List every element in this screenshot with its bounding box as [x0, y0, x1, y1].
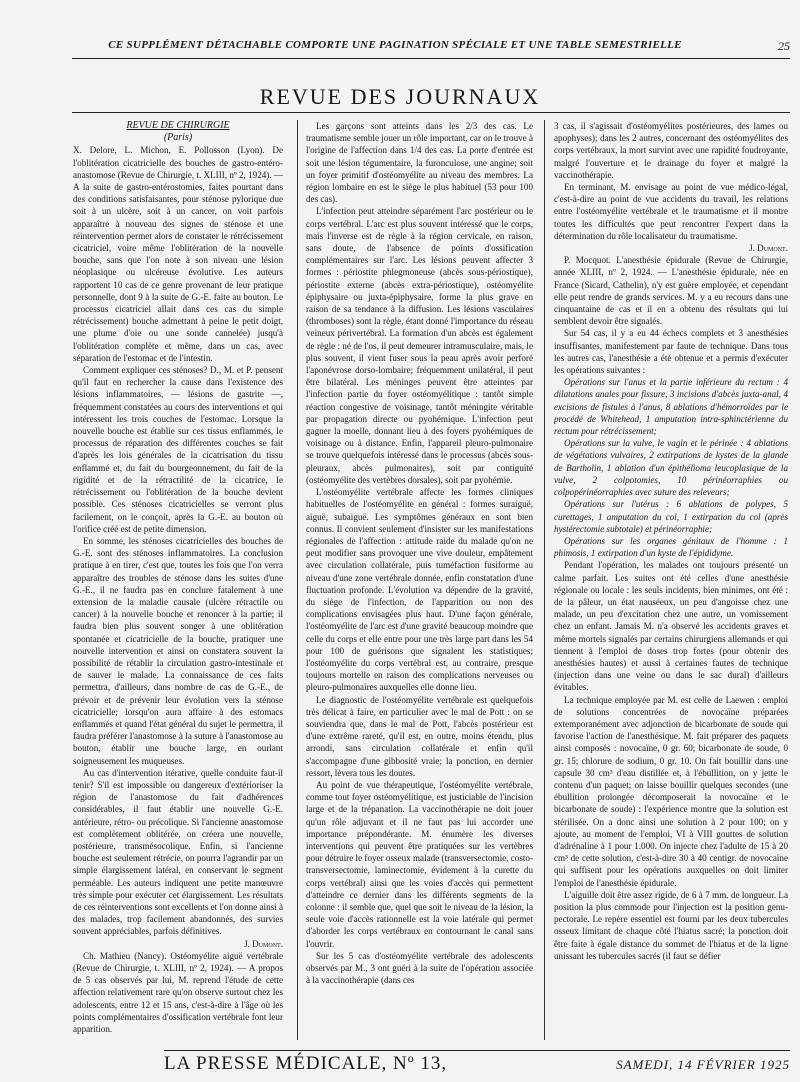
- abstract-paragraph: Ch. Mathieu (Nancy). Ostéomyélite aiguë vertébrale (Revue de Chirurgie, t. XLIII, nº 2, 1924). — A propos de 5 cas observés par lui, M. reprend l'étude de cette affection relativement rare qu'on observe surtout chez les adolescents, entre 12 et 15 ans, c'est-à-dire à l'âge où les points complémentaires d'ossification vertébrale font leur apparition.: [73, 950, 283, 1035]
- abstract-paragraph: En somme, les sténoses cicatricielles des bouches de G.-E. sont des sténoses inflammatoires. La conclusion pratique à en tirer, c'est que, toutes les fois que l'on verra apparaître des troubles de sténose dans les suites d'une G.-E., il ne faudra pas en conclure fatalement à une extension de la maladie causale (ulcère rétractile ou cancer) à la nouvelle bouche et renoncer à la partie; il faudra bien plus souvent songer à une oblitération spontanée et cicatricielle de la bouche, pratiquer une nouvelle intervention et ainsi on constatera souvent la possibilité de rétablir la circulation gastro-intestinale et de sauver le malade. La connaissance de ces faits permettra, d'ailleurs, dans nombre de cas de G.-E., de prévoir et de prévenir leur évolution vers la sténose cicatricielle; lorsqu'on aura affaire à des estomacs enflammés et quand l'état général du sujet le permettra, il faudra préférer l'anastomose à la suture à l'anastomose au bouton, établir une bouche large, en ourlant soigneusement les muqueuses.: [73, 535, 283, 766]
- column-1: [73, 120, 283, 1045]
- abstract-paragraph: Opérations sur la vulve, le vagin et le périnée : 4 ablations de végétations vulvaires, 2 extirpations de kystes de la glande de Bartholin, 1 ablation d'un épithélioma leucoplasique de la vulve, 2 colpotomies, 10 périnéorraphies ou colpopérinéorraphies avec suture des releveurs;: [554, 438, 788, 498]
- abstract-paragraph: Comment expliquer ces sténoses? D., M. et P. pensent qu'il faut en rechercher la cause dans l'existence des lésions inflammatoires, — lésions de gastrite —, fréquemment constatées au cours des interventions et qui intéressent les trois couches de l'estomac. Lorsque la nouvelle bouche est établie sur ces tissus enflammés, le processus de réparation des différentes couches se fait d'après les lois générales de la cicatrisation du tissu enflammé et, du fait du bourgeonnement, du fait de la rigidité et de la rétractilité de la cicatrice, le rétrécissement ou l'oblitération de la bouche devient possible. Ces sténoses cicatricielles se verront plus facilement, on le conçoit, après la G.-E. au bouton où l'orifice créé est de petite dimension.: [73, 365, 283, 534]
- column-divider-2: [544, 120, 545, 1040]
- author-signature: J. Dumont.: [244, 938, 283, 949]
- abstract-paragraph: Au point de vue thérapeutique, l'ostéomyélite vertébrale, comme tout foyer ostéomyélitique, est justiciable de l'incision large et de la trépanation. La vaccinothérapie ne doit jouer qu'un rôle adjuvant et il ne faut pas lui accorder une importance prépondérante. M. énumère les diverses interventions qui peuvent être pratiquées sur les vertèbres pour détruire le foyer osseux malade (transversectomie, costo-transversectomie, laminectomie, évidement à la curette du corps vertébral) ainsi que les voies d'accès qui permettent d'atteindre ce dernier dans les différents segments de la colonne : il semble que, quel que soit le niveau de la lésion, la seule voie d'accès rationnelle est la voie latérale qui permet d'aborder les corps vertébraux en contournant le canal sans l'ouvrir.: [306, 779, 533, 949]
- abstract-paragraph: L'infection peut atteindre séparément l'arc postérieur ou le corps vertébral. L'arc est plus souvent intéressé que le corps, mais l'inverse est de règle à la région cervicale, en raison, sans doute, de l'absence de points d'ossification complémentaires sur l'arc. Les lésions peuvent affecter 3 formes : périostite phlegmoneuse (abcès sous-périostique), périostite externe (abcès extra-périostique), ostéomyélite épiphysaire ou juxta-épiphysaire, forme la plus grave en raison de sa tendance à la diffusion. Les lésions vasculaires (thromboses) sont la règle, étant donné l'importance du réseau veineux périvertébral. La formation d'un abcès est également de règle : né de l'os, il peut demeurer intramusculaire, mais, le plus souvent, il vient fuser sous la peau après avoir perforé l'aponévrose dorso-lombaire; fréquemment unilatéral, il peut être bilatéral. Les méninges peuvent être atteintes par l'infection partie du foyer ostéomyélitique : tantôt simple réaction congestive de voisinage, tantôt méningite véritable par propagation directe ou pyohémique. L'infection peut gagner la moelle, donnant lieu à des foyers pyohémiques de voisinage ou à distance. Enfin, l'appareil pleuro-pulmonaire se trouve quelquefois intéressé dans le processus (abcès sous-pleuraux, abcès pulmonaires), soit par contiguïté (ostéomyélite des vertèbres dorsales), soit par pyohémie.: [306, 206, 533, 485]
- journal-place: (Paris): [163, 132, 193, 144]
- abstract-paragraph: Au cas d'intervention itérative, quelle conduite faut-il tenir? S'il est impossible ou dangereux d'extérioriser la région de l'anastomose du fait d'adhérences considérables, il faut établir une nouvelle G.-E. antérieure, rétro- ou précolique. Si l'ancienne anastomose est complètement oblitérée, on créera une nouvelle, postérieure, transmésocolique. Enfin, si l'ancienne bouche est seulement rétrécie, on pourra l'agrandir par un simple élargissement latéral, en conservant le segment perméable. Les auteurs indiquent une petite manœuvre très simple pour exécuter cet élargissement. Les résultats de ces réinterventions sont excellents et l'on donne ainsi à des malades, trop facilement abandonnés, des survies souvent appréciables, parfois définitives.: [73, 767, 283, 937]
- journal-name: REVUE DE CHIRURGIE: [126, 120, 230, 131]
- running-head: [40, 39, 790, 57]
- abstract-paragraph: En terminant, M. envisage au point de vue médico-légal, c'est-à-dire au point de vue accidents du travail, les relations entre l'ostéomyélite vertébrale et le traumatisme et il montre toutes les difficultés que peut rencontrer l'expert dans la détermination du rôle localisateur du traumatisme.: [554, 182, 788, 241]
- abstract-paragraph: X. Delore, L. Michon, E. Pollosson (Lyon). De l'oblitération cicatricielle des bouches de gastro-entéro-anastomose (Revue de Chirurgie, t. XLIII, nº 2, 1924). — A la suite de gastro-entérostomies, faites pourtant dans des conditions satisfaisantes, pour sténose pylorique due soit à un ulcère, soit à un cancer, on voit parfois apparaître à nouveau des signes de sténose et une réintervention permet alors de constater le rétrécissement cicatriciel, voire même l'oblitération de la nouvelle bouche, sans que l'on note à son niveau une lésion néoplasique ou ulcéreuse évolutive. Les auteurs rapportent 10 cas de ce genre provenant de leur pratique personnelle, dont 9 à la suite de G.-E. faite au bouton. Le processus cicatriciel allait dans ces cas du simple rétrécissement) bouche admettant à peine le petit doigt, une plume d'oie ou une sonde cannelée) jusqu'à l'oblitération complète et même, dans un cas, avec séparation de l'estomac et de l'intestin.: [73, 145, 283, 363]
- running-head-text: CE SUPPLÉMENT DÉTACHABLE COMPORTE UNE PAGINATION SPÉCIALE ET UNE TABLE SEMESTRIELLE: [108, 39, 682, 51]
- footer-publication: LA PRESSE MÉDICALE, Nº 13,: [164, 1053, 448, 1074]
- abstract-paragraph: P. Mocquot. L'anesthésie épidurale (Revue de Chirurgie, année XLIII, nº 2, 1924. — L'anesthésie épidurale, née en France (Sicard, Cathelin), n'y est guère employée, et cependant elle peut rendre de grands services. M. y a eu recours dans une cinquantaine de cas et il en a obtenu des résultats qui lui semblent devoir être signalés.: [554, 255, 788, 327]
- abstract-paragraph: Opérations sur l'utérus : 6 ablations de polypes, 5 curettages, 1 amputation du col, 1 extirpation du col (après hystérectomie subtotale) et périnéorraphie;: [554, 499, 788, 534]
- section-rule: [72, 112, 790, 113]
- top-rule: [72, 58, 790, 59]
- column-2: [306, 120, 533, 1045]
- abstract-paragraph: Sur les 5 cas d'ostéomyélite vertébrale des adolescents observés par M., 3 ont guéri à la suite de l'opération associée à la vaccinothérapie (dans ces: [306, 950, 533, 986]
- abstract-paragraph: Pendant l'opération, les malades ont toujours présenté un calme parfait. Les suites ont été celles d'une anesthésie régionale ou locale : les seuls incidents, bien minimes, ont été : de la pâleur, un état nauséeux, un peu d'angoisse chez une malade, un peu d'excitation chez une autre, un vomissement chez un enfant. Jamais M. n'a observé les accidents graves et même mortels signalés par certains chirurgiens allemands et qui tiennent à l'emploi de doses trop fortes (pour obtenir des anesthésies hautes) et aussi à certaines fautes de technique (injection dans une veine ou dans le sac dural) d'ailleurs évitables.: [554, 560, 788, 693]
- column-divider-1: [297, 120, 298, 1040]
- footer: [164, 1050, 790, 1075]
- abstract-paragraph: Les garçons sont atteints dans les 2/3 des cas. Le traumatisme semble jouer un rôle important, car on le trouve à l'origine de l'affection dans 1/4 des cas. La porte d'entrée est soit une lésion tégumentaire, la furonculose, une angine; soit un foyer primitif d'ostéomyélite au niveau des membres. La région lombaire en est le siège le plus habituel (53 pour 100 des cas).: [306, 121, 533, 205]
- footer-date: SAMEDI, 14 FÉVRIER 1925: [616, 1057, 790, 1072]
- abstract-paragraph: L'ostéomyélite vertébrale affecte les formes cliniques habituelles de l'ostéomyélite en général : formes suraiguë, aiguë, subaiguë. Les symptômes généraux en sont bien connus. Il convient seulement d'insister sur les manifestations régionales de l'affection : attitude raide du malade qu'on ne peut modifier sans provoquer une vive douleur, empâtement avec circulation collatérale, puis tuméfaction fusiforme au niveau d'une zone vertébrale donnée, enfin constatation d'une fluctuation profonde. L'évolution va dépendre de la gravité, du siège de l'infection, de l'apparition ou non des complications envisagées plus haut. D'une façon générale, l'ostéomyélite de l'arc est d'une gravité beaucoup moindre que celle du corps et elle entre pour une très large part dans les 54 pour 100 de guérisons que signalent les statistiques; l'ostéomyélite du corps vertébral est, au contraire, presque toujours mortelle en raison des complications nerveuses ou pleuro-pulmonaires auxquelles elle donne lieu.: [306, 487, 533, 693]
- column-3: [554, 120, 788, 1045]
- page-number: 25: [778, 39, 790, 53]
- abstract-paragraph: L'aiguille doit être assez rigide, de 6 à 7 mm. de longueur. La position la plus commode pour l'injection est la position genu-pectorale. Le repère essentiel est fourni par les deux tubercules osseux limitant de chaque côté l'hiatus sacré; la ponction doit être faite à égale distance du sommet de l'hiatus et de la ligne unissant les tubercules sacrés (il faut se défier: [554, 889, 788, 961]
- abstract-paragraph: Sur 54 cas, il y a eu 44 échecs complets et 3 anesthésies insuffisantes, manifestement par faute de technique. Dans tous les autres cas, l'anesthésie a été obtenue et a permis d'exécuter les opérations suivantes :: [554, 328, 788, 376]
- author-signature: J. Dumont.: [749, 243, 788, 254]
- abstract-paragraph: Opérations sur l'anus et la partie inférieure du rectum : 4 dilatations anales pour fissure, 3 incisions d'abcès juxta-anal, 4 excisions de fistules à l'anus, 8 ablations d'hémorroïdes par le procédé de Whitehead, 1 amputation intra-sphinctérienne du rectum pour rétrécissement;: [554, 377, 788, 437]
- abstract-paragraph: Opérations sur les organes génitaux de l'homme : 1 phimosis, 1 extirpation d'un kyste de l'épididyme.: [554, 535, 788, 559]
- abstract-paragraph: 3 cas, il s'agissait d'ostéomyélites postérieures, des lames ou apophyses); dans les 2 autres, concernant des ostéomyélites des corps vertébraux, la mort survint avec une rapidité foudroyante, malgré l'ouverture et le drainage du foyer et malgré la vaccinothérapie.: [554, 121, 788, 180]
- section-title: REVUE DES JOURNAUX: [259, 84, 541, 109]
- abstract-paragraph: La technique employée par M. est celle de Laewen : emploi de solutions concentrées de novocaïne préparées extemporanément avec adjonction de bicarbonate de soude qui favorise l'action de l'anesthésique. M. fait préparer des paquets ainsi composés : novocaïne, 0 gr. 60; bicarbonate de soude, 0 gr. 15; chlorure de sodium, 0 gr. 10. On fait bouillir dans une capsule 30 cm³ d'eau distillée et, à l'ébullition, on y jette le contenu d'un paquet; on laisse bouillir quelques secondes (une ébullition prolongée décomposerait la novocaïne et le bicarbonate de soude) : l'expérience montre que la solution est stérilisée. On a donc ainsi une solution à 2 pour 100; on y ajoute, au moment de l'emploi, VI à VIII gouttes de solution d'adrénaline à 1 pour 1.000. On injecte chez l'adulte de 15 à 20 cm³ de cette solution, c'est-à-dire 30 à 40 centigr. de novocaïne qui suffisent pour les opérations auxquelles on doit limiter l'emploi de l'anesthésie épidurale.: [554, 694, 788, 888]
- abstract-paragraph: Le diagnostic de l'ostéomyélite vertébrale est quelquefois très délicat à faire, en particulier avec le mal de Pott : on se souviendra que, dans le mal de Pott, l'abcès postérieur est d'une extrême rareté, qu'il est, en outre, moins étendu, plus arrondi, sans circulation collatérale et enfin qu'il s'accompagne d'une gibbosité vraie; la ponction, en dernier ressort, lèvera tous les doutes.: [306, 694, 533, 778]
